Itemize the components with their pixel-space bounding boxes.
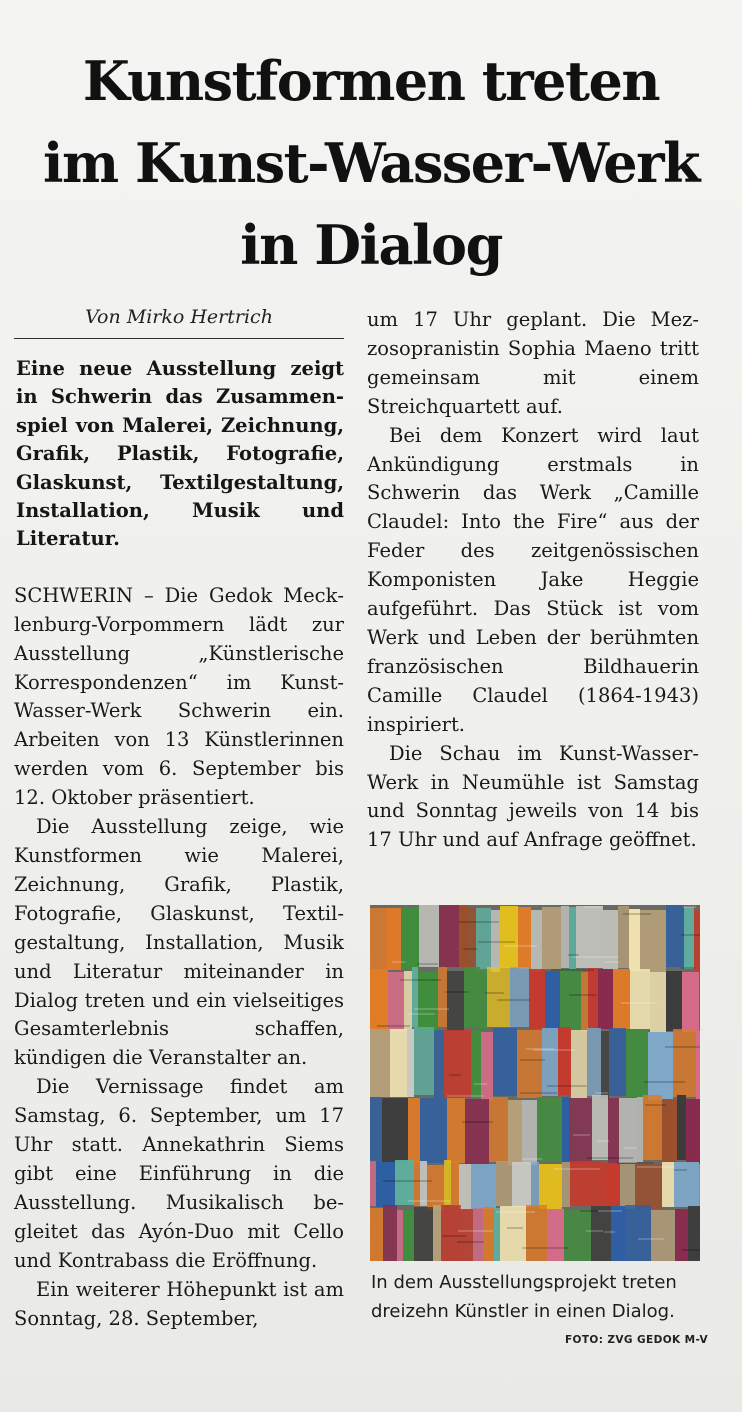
- fabric-sheen: [624, 1147, 637, 1149]
- fabric-sheen: [587, 1157, 633, 1159]
- fabric-strip: [508, 1100, 522, 1165]
- fabric-sheen: [496, 1211, 535, 1213]
- fabric-sheen: [637, 1166, 674, 1168]
- fabric-sheen: [408, 1013, 435, 1015]
- fabric-sheen: [595, 1092, 608, 1094]
- fabric-sheen: [604, 961, 619, 963]
- fabric-strip: [608, 1098, 619, 1163]
- fabric-sheen: [417, 963, 438, 965]
- fabric-strip: [383, 1205, 397, 1261]
- fabric-strip: [571, 1030, 587, 1098]
- fabric-strip: [414, 1161, 420, 1206]
- fabric-sheen: [623, 913, 651, 915]
- fabric-sheen: [645, 1104, 666, 1106]
- body-paragraph: Die Ausstellung zeige, wie Kunstformen wie Malerei, Zeichnung, Grafik, Plastik, Fotografie, Glaskunst, Textilgestaltung, Installation, Musik und Literatur miteinander in Dialog treten und ein vielseitiges Gesamterlebnis schaffen, kündigen die Veranstalter an.: [14, 815, 344, 1070]
- fabric-strip: [465, 1099, 489, 1164]
- fabric-strip: [598, 969, 613, 1029]
- fabric-strip: [434, 1030, 444, 1098]
- fabric-sheen: [474, 1083, 487, 1085]
- fabric-strip: [419, 905, 439, 967]
- body-paragraph: Die Vernissage findet am Samstag, 6. September, um 17 Uhr statt. Annekathrin Siems gibt eine Einführung in die Ausstellung. Musikalisch begleitet das Ayón-Duo mit Cello und Kontrabass die Eröffnung.: [14, 1075, 344, 1272]
- fabric-sheen: [507, 1227, 523, 1229]
- fabric-strip: [510, 967, 529, 1027]
- fabric-sheen: [644, 1081, 685, 1083]
- fabric-strip: [483, 1207, 494, 1261]
- fabric-strip: [427, 1165, 444, 1210]
- fabric-strip: [370, 1161, 376, 1206]
- fabric-strip: [537, 1097, 562, 1162]
- fabric-strip: [545, 971, 560, 1031]
- fabric-sheen: [573, 1134, 590, 1136]
- fabric-strip: [370, 1097, 382, 1162]
- fabric-strip: [433, 1205, 441, 1261]
- fabric-sheen: [462, 1121, 493, 1123]
- fabric-strip: [518, 907, 531, 969]
- fabric-strip: [625, 1205, 651, 1261]
- fabric-strip: [630, 969, 650, 1029]
- fabric-strip: [637, 1097, 643, 1162]
- fabric-strip: [439, 905, 459, 967]
- fabric-strip: [684, 907, 694, 969]
- body-paragraph: um 17 Uhr geplant. Die Mezzosopranistin Sophia Maeno tritt gemeinsam mit einem Streichquartett auf.: [367, 308, 699, 418]
- fabric-strip: [564, 1210, 591, 1261]
- fabric-strip: [500, 906, 518, 968]
- fabric-strip: [591, 1206, 611, 1261]
- fabric-sheen: [485, 992, 504, 994]
- fabric-strip: [587, 1028, 601, 1096]
- fabric-strip: [666, 971, 682, 1031]
- fabric-strip: [480, 969, 487, 1029]
- fabric-strip: [512, 1162, 531, 1207]
- fabric-strip: [390, 1029, 407, 1097]
- fabric-strip: [397, 1210, 403, 1261]
- fabric-strip: [408, 1098, 420, 1163]
- fabric-sheen: [504, 945, 537, 947]
- fabric-strip: [414, 1207, 433, 1261]
- fabric-strip: [618, 906, 629, 968]
- fabric-strip: [640, 910, 666, 972]
- fabric-strip: [569, 1098, 592, 1163]
- fabric-strip: [592, 1095, 608, 1160]
- fabric-strip: [558, 1027, 571, 1095]
- fabric-strip: [675, 1209, 688, 1261]
- fabric-strip: [420, 1098, 447, 1163]
- photo-credit: FOTO: ZVG GEDOK M-V: [564, 1334, 708, 1346]
- fabric-sheen: [445, 991, 469, 993]
- fabric-strip: [370, 908, 386, 970]
- fabric-strip: [522, 1100, 537, 1165]
- fabric-sheen: [586, 1230, 603, 1232]
- fabric-strip: [464, 967, 480, 1027]
- fabric-strip: [569, 907, 576, 969]
- fabric-strip: [476, 908, 491, 970]
- fabric-sheen: [683, 906, 696, 908]
- fabric-strip: [403, 1210, 414, 1261]
- fabric-strip: [605, 1163, 620, 1208]
- fabric-sheen: [526, 1048, 554, 1050]
- fabric-strip: [531, 1162, 539, 1207]
- fabric-strip: [539, 1164, 562, 1209]
- fabric-strip: [376, 1162, 395, 1207]
- fabric-strip: [370, 1208, 383, 1261]
- fabric-strip: [444, 1030, 471, 1098]
- fabric-sheen: [408, 1200, 450, 1202]
- fabric-strip: [677, 1095, 686, 1160]
- fabric-strip: [576, 906, 603, 968]
- fabric-strip: [674, 1162, 699, 1207]
- fabric-sheen: [597, 1140, 609, 1142]
- fabric-strip: [696, 1031, 700, 1099]
- fabric-strip: [459, 1164, 471, 1209]
- fabric-sheen: [449, 1074, 461, 1076]
- fabric-sheen: [569, 994, 596, 996]
- fabric-sheen: [554, 1168, 600, 1170]
- fabric-sheen: [392, 961, 405, 963]
- fabric-strip: [531, 910, 542, 972]
- headline: [10, 40, 732, 286]
- body-paragraph: Die Schau im Kunst-Wasser-Werk in Neumühle ist Samstag und Sonntag jeweils von 14 bis 17 Uhr und auf Anfrage geöffnet.: [367, 741, 699, 852]
- fabric-strip: [500, 1206, 526, 1261]
- fabric-sheen: [447, 1095, 484, 1097]
- fabric-strip: [694, 910, 700, 972]
- fabric-strip: [560, 970, 581, 1030]
- fabric-sheen: [682, 1249, 700, 1251]
- fabric-strip: [682, 972, 699, 1032]
- lead-paragraph: Eine neue Ausstellung zeigt in Schwerin das Zusammenspiel von Malerei, Zeichnung, Grafik, Plastik, Fotografie, Glaskunst, Textilgestaltung, Installation, Musik und Literatur.: [16, 357, 344, 551]
- fabric-sheen: [478, 941, 515, 943]
- fabric-sheen: [580, 1210, 598, 1212]
- fabric-strip: [451, 1161, 459, 1206]
- fabric-sheen: [547, 1085, 587, 1087]
- fabric-sheen: [604, 1231, 615, 1233]
- fabric-strip: [489, 1097, 508, 1162]
- fabric-sheen: [522, 1158, 542, 1160]
- fabric-strip: [444, 1160, 451, 1205]
- fabric-strip: [414, 1027, 434, 1095]
- fabric-strip: [447, 1098, 465, 1163]
- fabric-sheen: [665, 1046, 700, 1048]
- fabric-strip: [481, 1032, 493, 1100]
- fabric-strip: [447, 971, 464, 1031]
- fabric-strip: [468, 907, 476, 969]
- fabric-strip: [613, 969, 630, 1029]
- fabric-strip: [473, 1208, 483, 1261]
- left-column: [14, 306, 344, 1333]
- headline-line-3: in Dialog: [240, 213, 502, 277]
- fabric-strip: [584, 1161, 605, 1206]
- fabric-sheen: [520, 1092, 557, 1094]
- fabric-strip: [686, 1099, 700, 1164]
- fabric-strip: [570, 1161, 584, 1206]
- fabric-sheen: [459, 921, 499, 923]
- fabric-strip: [629, 909, 640, 971]
- fabric-strip: [496, 1161, 512, 1206]
- body-paragraph: SCHWERIN – Die Gedok Mecklenburg-Vorpommern lädt zur Ausstellung „Künstlerische Korrespondenzen“ im Kunst-Wasser-Werk Schwerin ein. Arbeiten von 13 Künstlerinnen werden vom 6. September bis 12. Oktober präsentiert.: [14, 583, 344, 810]
- fabric-strip: [526, 1205, 547, 1261]
- textile-artwork-image: [370, 905, 700, 1261]
- fabric-strip: [370, 969, 388, 1029]
- fabric-strip: [626, 1029, 648, 1097]
- exhibition-photo: [370, 905, 700, 1261]
- fabric-strip: [395, 1160, 414, 1205]
- fabric-strip: [635, 1164, 662, 1209]
- fabric-strip: [662, 1162, 674, 1207]
- fabric-strip: [370, 1029, 390, 1097]
- fabric-sheen: [551, 969, 594, 971]
- fabric-sheen: [568, 954, 579, 956]
- fabric-strip: [561, 906, 569, 968]
- fabric-strip: [386, 908, 401, 970]
- fabric-sheen: [681, 934, 700, 936]
- fabric-sheen: [377, 1025, 410, 1027]
- fabric-strip: [651, 1210, 675, 1261]
- fabric-strip: [441, 1205, 461, 1261]
- fabric-strip: [529, 969, 545, 1029]
- fabric-sheen: [457, 1241, 484, 1243]
- fabric-strip: [688, 1206, 700, 1261]
- fabric-sheen: [572, 956, 618, 958]
- fabric-strip: [547, 1209, 564, 1261]
- fabric-strip: [459, 905, 468, 967]
- fabric-sheen: [497, 999, 530, 1001]
- fabric-strip: [471, 1030, 481, 1098]
- fabric-strip: [648, 1032, 673, 1100]
- fabric-sheen: [681, 967, 695, 969]
- fabric-sheen: [383, 1180, 432, 1182]
- fabric-strip: [662, 1099, 677, 1164]
- fabric-sheen: [520, 1059, 545, 1061]
- fabric-strip: [542, 907, 561, 969]
- fabric-strip: [611, 1206, 625, 1261]
- fabric-strip: [471, 1164, 496, 1209]
- fabric-strip: [487, 967, 510, 1027]
- fabric-sheen: [458, 1230, 493, 1232]
- fabric-strip: [673, 1029, 696, 1097]
- fabric-strip: [620, 1164, 635, 1209]
- fabric-sheen: [584, 906, 602, 908]
- fabric-sheen: [598, 1210, 622, 1212]
- fabric-sheen: [522, 1247, 568, 1249]
- fabric-strip: [588, 968, 598, 1028]
- fabric-sheen: [414, 1008, 449, 1010]
- fabric-strip: [494, 1208, 500, 1261]
- fabric-strip: [401, 907, 419, 969]
- fabric-sheen: [442, 1235, 466, 1237]
- fabric-sheen: [674, 1169, 687, 1171]
- fabric-strip: [562, 1097, 569, 1162]
- fabric-strip: [517, 1030, 542, 1098]
- photo-caption: In dem Ausstellungsprojekt treten dreizehn Künstler in einen Dialog.: [371, 1272, 677, 1322]
- fabric-strip: [438, 967, 447, 1027]
- fabric-sheen: [621, 1002, 657, 1004]
- fabric-strip: [382, 1098, 408, 1163]
- body-paragraph: Ein weiterer Höhepunkt ist am Sonntag, 28. September,: [14, 1277, 344, 1330]
- fabric-strip: [699, 1164, 700, 1209]
- fabric-sheen: [617, 1162, 654, 1164]
- fabric-strip: [493, 1028, 517, 1096]
- fabric-strip: [619, 1098, 637, 1163]
- headline-line-1: Kunstformen treten: [82, 49, 660, 113]
- fabric-strip: [420, 1161, 427, 1206]
- byline: Von Mirko Hertrich: [14, 306, 344, 339]
- fabric-strip: [601, 1031, 609, 1099]
- fabric-strip: [407, 1029, 414, 1097]
- fabric-sheen: [463, 948, 477, 950]
- right-column: [367, 306, 699, 855]
- body-paragraph: Bei dem Konzert wird laut Ankündigung erstmals in Schwerin das Werk „Camille Claudel: Into the Fire“ aus der Feder des zeitgenössischen Komponisten Jake Heggie aufgeführt. Das Stück ist vom Werk und Leben der berühmten französischen Bildhauerin Camille Claudel (1864-1943) inspiriert.: [367, 423, 699, 736]
- fabric-sheen: [638, 1238, 664, 1240]
- fabric-strip: [609, 1028, 626, 1096]
- fabric-strip: [699, 967, 700, 1027]
- fabric-strip: [581, 972, 588, 1032]
- headline-line-2: im Kunst-Wasser-Werk: [43, 131, 699, 195]
- fabric-strip: [412, 967, 418, 1027]
- fabric-sheen: [400, 979, 441, 981]
